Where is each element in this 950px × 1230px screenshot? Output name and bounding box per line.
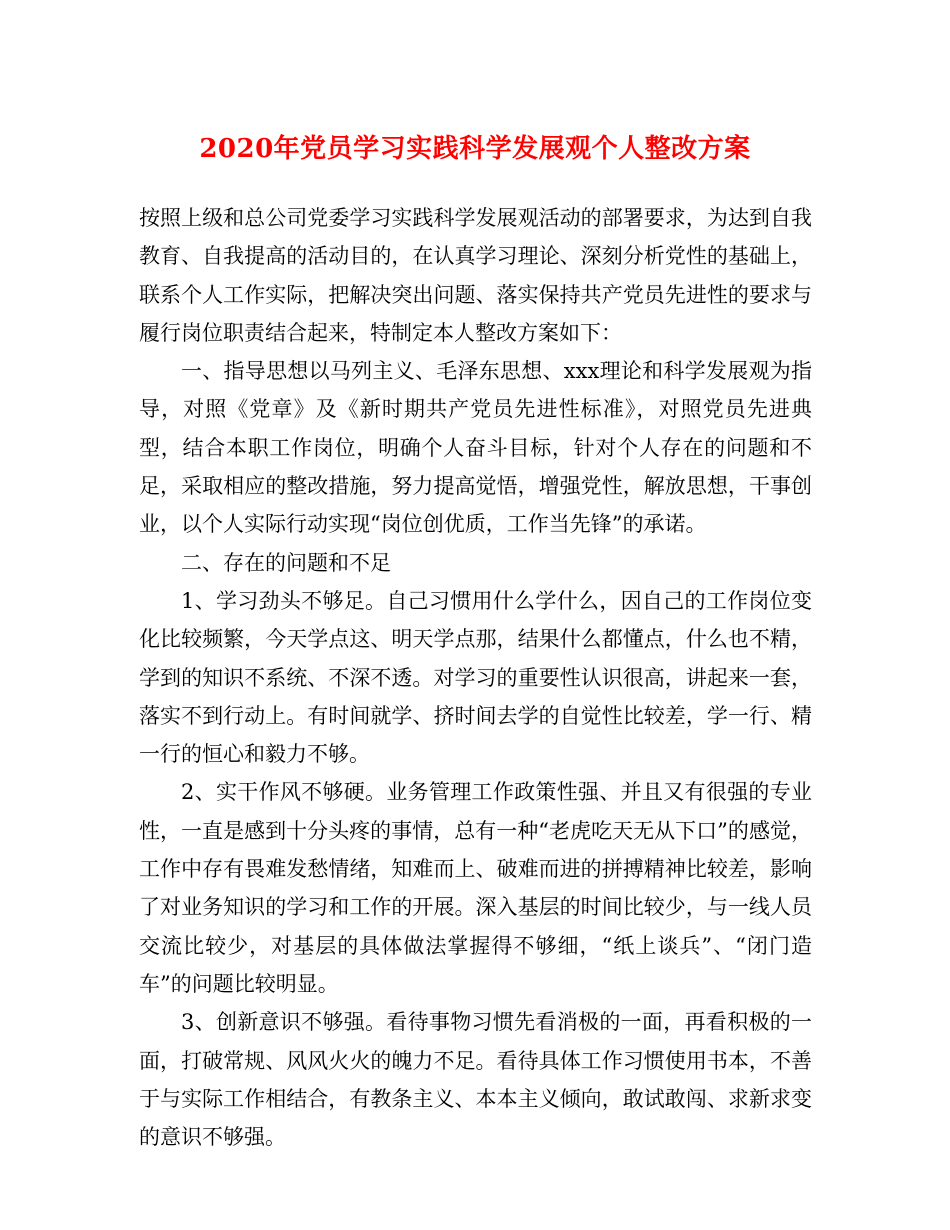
paragraph-problem-3: 3、创新意识不够强。看待事物习惯先看消极的一面，再看积极的一面，打破常规、风风火火的魄力不足。看待具体工作习惯使用书本，不善于与实际工作相结合，有教条主义、本本主义倾向，敢试敢闯、求新求变的意识不够强。 xyxy=(139,1010,812,1150)
section-heading-problems: 二、存在的问题和不足 xyxy=(181,550,391,575)
paragraph-problem-1: 1、学习劲头不够足。自己习惯用什么学什么，因自己的工作岗位变化比较频繁，今天学点这、明天学点那，结果什么都懂点，什么也不精，学到的知识不系统、不深不透。对学习的重要性认识很高，讲起来一套，落实不到行动上。有时间就学、挤时间去学的自觉性比较差，学一行、精一行的恒心和毅力不够。 xyxy=(139,588,812,767)
paragraph-intro: 按照上级和总公司党委学习实践科学发展观活动的部署要求，为达到自我教育、自我提高的活动目的，在认真学习理论、深刻分析党性的基础上，联系个人工作实际，把解决突出问题、落实保持共产党员先进性的要求与履行岗位职责结合起来，特制定本人整改方案如下： xyxy=(139,206,812,345)
document-title: 2020年党员学习实践科学发展观个人整改方案 xyxy=(199,134,751,164)
paragraph-problem-2: 2、实干作风不够硬。业务管理工作政策性强、并且又有很强的专业性，一直是感到十分头疼的事情，总有一种“老虎吃天无从下口”的感觉，工作中存有畏难发愁情绪，知难而上、破难而进的拼搏精神比较差，影响了对业务知识的学习和工作的开展。深入基层的时间比较少，与一线人员交流比较少，对基层的具体做法掌握得不够细，“纸上谈兵”、“闭门造车”的问题比较明显。 xyxy=(139,780,812,996)
document-body xyxy=(139,199,812,1156)
paragraph-guiding-ideology: 一、指导思想以马列主义、毛泽东思想、xxx理论和科学发展观为指导，对照《党章》及《新时期共产党员先进性标准》，对照党员先进典型，结合本职工作岗位，明确个人奋斗目标，针对个人存在的问题和不足，采取相应的整改措施，努力提高觉悟，增强党性，解放思想，干事创业，以个人实际行动实现“岗位创优质，工作当先锋”的承诺。 xyxy=(139,359,812,537)
